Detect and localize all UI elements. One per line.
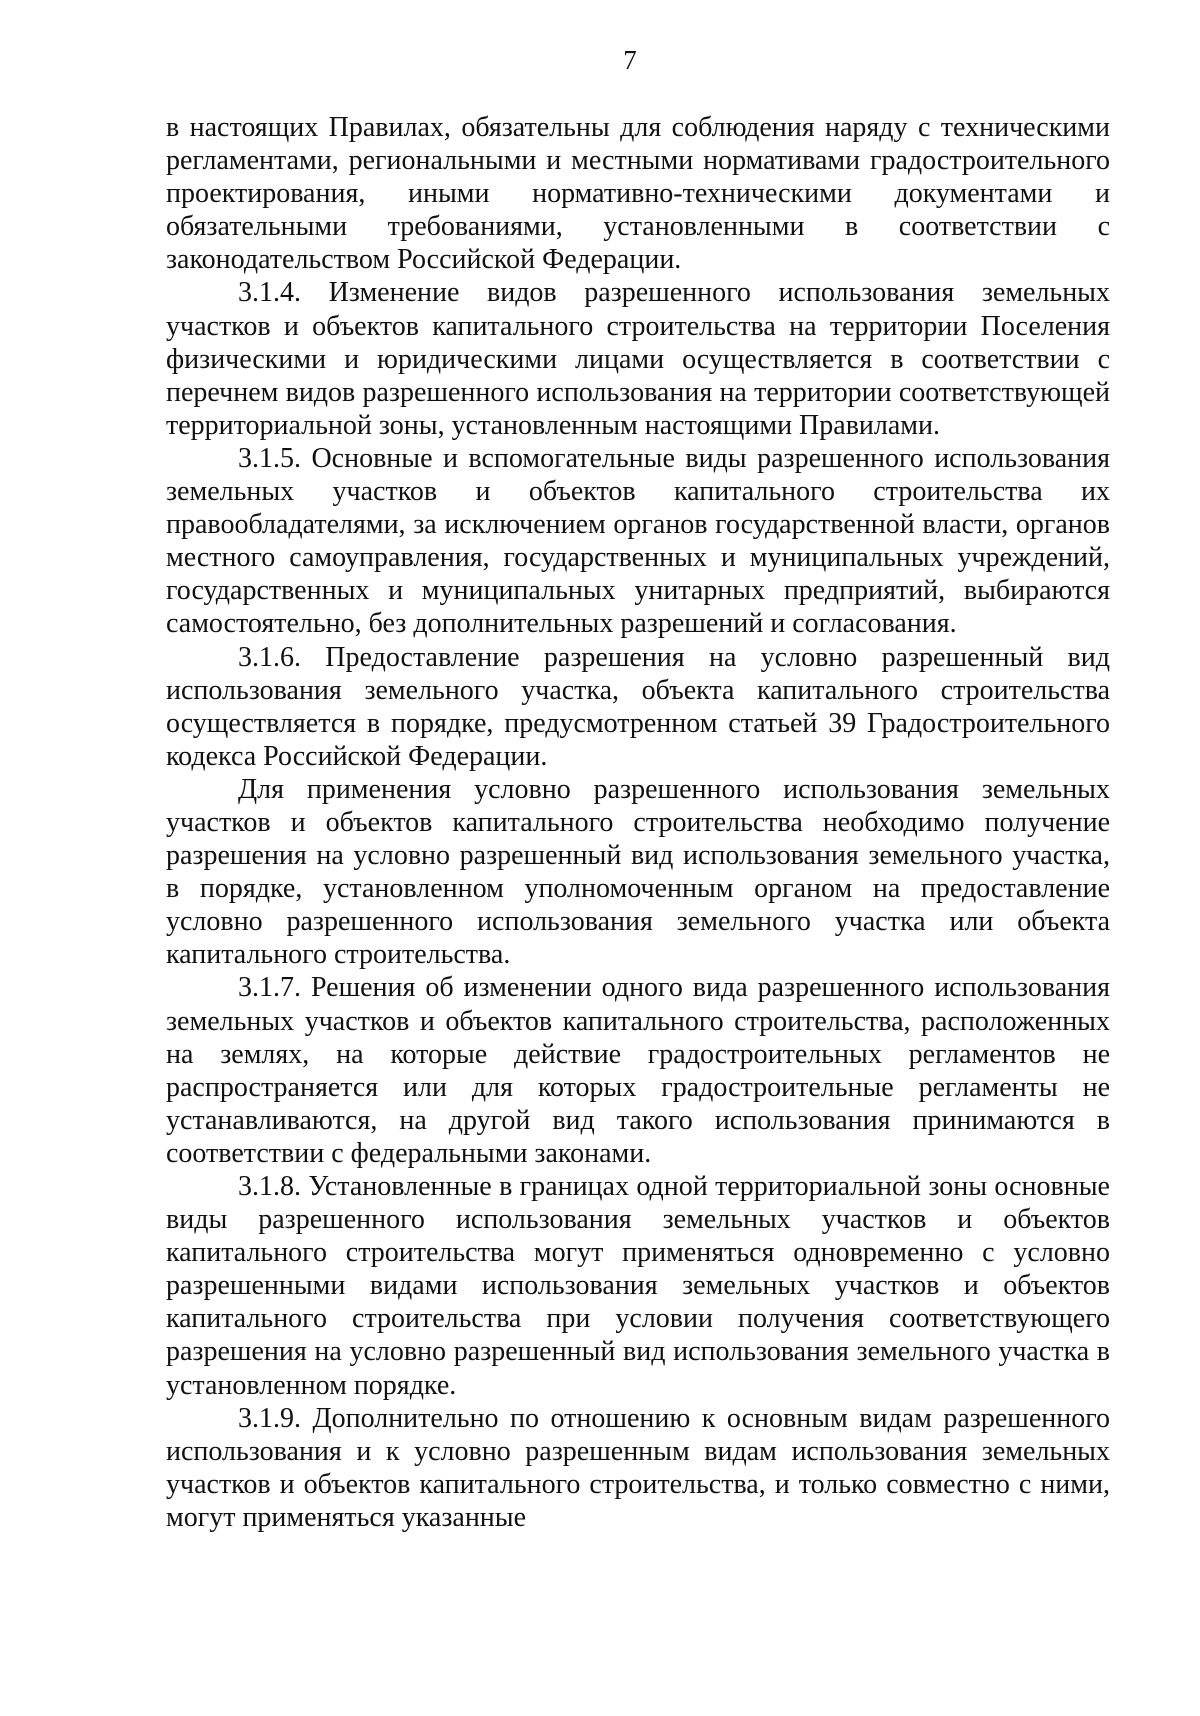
- paragraph-conditional-use: Для применения условно разрешенного использования земельных участков и объектов капитального строительства необходимо получение разрешения на условно разрешенный вид использования земельного участка, в порядке, установленном уполномоченным органом на предоставление условно разрешенного использования земельного участка или объекта капитального строительства.: [166, 773, 1110, 971]
- paragraph-3-1-5: 3.1.5. Основные и вспомогательные виды разрешенного использования земельных участков и объектов капитального строительства их правообладателями, за исключением органов государственной власти, органов местного самоуправления, государственных и муниципальных учреждений, государственных и муниципальных унитарных предприятий, выбираются самостоятельно, без дополнительных разрешений и согласования.: [166, 442, 1110, 640]
- page-number: 7: [623, 45, 637, 75]
- paragraph-3-1-6: 3.1.6. Предоставление разрешения на условно разрешенный вид использования земельного участка, объекта капитального строительства осуществляется в порядке, предусмотренном статьей 39 Градостроительного кодекса Российской Федерации.: [166, 641, 1110, 772]
- paragraph-3-1-8: 3.1.8. Установленные в границах одной территориальной зоны основные виды разрешенного использования земельных участков и объектов капитального строительства могут применяться одновременно с условно разрешенными видами использования земельных участков и объектов капитального строительства при условии получения соответствующего разрешения на условно разрешенный вид использования земельного участка в установленном порядке.: [166, 1171, 1110, 1401]
- paragraph-continuation: в настоящих Правилах, обязательны для соблюдения наряду с техническими регламентами, региональными и местными нормативами градостроительного проектирования, иными нормативно-техническими документами и обязательными требованиями, установленными в соответствии с законодательством Российской Федерации.: [166, 112, 1110, 276]
- paragraph-3-1-4: 3.1.4. Изменение видов разрешенного использования земельных участков и объектов капитального строительства на территории Поселения физическими и юридическими лицами осуществляется в соответствии с перечнем видов разрешенного использования на территории соответствующей территориальной зоны, установленным настоящими Правилами.: [166, 277, 1110, 441]
- document-body: [166, 111, 1110, 1534]
- paragraph-3-1-7: 3.1.7. Решения об изменении одного вида разрешенного использования земельных участков и объектов капитального строительства, расположенных на землях, на которые действие градостроительных регламентов не распространяется или для которых градостроительные регламенты не устанавливаются, на другой вид такого использования принимаются в соответствии с федеральными законами.: [166, 972, 1110, 1169]
- paragraph-3-1-9: 3.1.9. Дополнительно по отношению к основным видам разрешенного использования и к условно разрешенным видам использования земельных участков и объектов капитального строительства, и только совместно с ними, могут применяться указанные: [166, 1402, 1110, 1533]
